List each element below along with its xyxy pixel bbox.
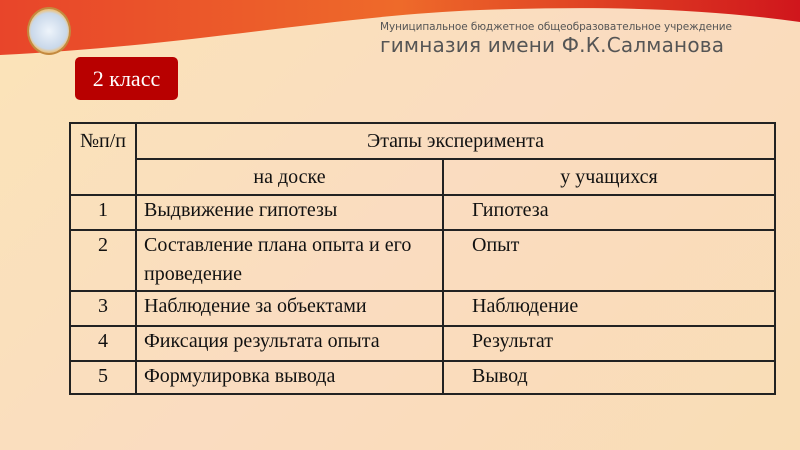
row-number: 1 [70,195,136,230]
org-title: гимназия имени Ф.К.Салманова [380,33,725,57]
board-cell: Составление плана опыта и его проведение [136,230,443,291]
board-cell: Выдвижение гипотезы [136,195,443,230]
experiment-stages-table [69,122,776,395]
table-row [70,195,775,230]
row-number: 2 [70,230,136,291]
header-students: у учащихся [443,159,775,195]
students-cell: Вывод [443,361,775,394]
students-cell: Гипотеза [443,195,775,230]
row-number: 4 [70,326,136,361]
grade-badge: 2 класс [75,57,178,100]
row-number: 5 [70,361,136,394]
students-cell: Наблюдение [443,291,775,326]
school-logo [27,7,71,55]
header-board: на доске [136,159,443,195]
table-row [70,361,775,394]
board-cell: Фиксация результата опыта [136,326,443,361]
row-number: 3 [70,291,136,326]
table-row [70,326,775,361]
org-subtitle: Муниципальное бюджетное общеобразовательное учреждение [380,21,732,33]
board-cell: Формулировка вывода [136,361,443,394]
students-cell: Опыт [443,230,775,291]
header-num: №п/п [70,123,136,195]
header-stages: Этапы эксперимента [136,123,775,159]
students-cell: Результат [443,326,775,361]
table-row [70,291,775,326]
table-row [70,230,775,291]
board-cell: Наблюдение за объектами [136,291,443,326]
